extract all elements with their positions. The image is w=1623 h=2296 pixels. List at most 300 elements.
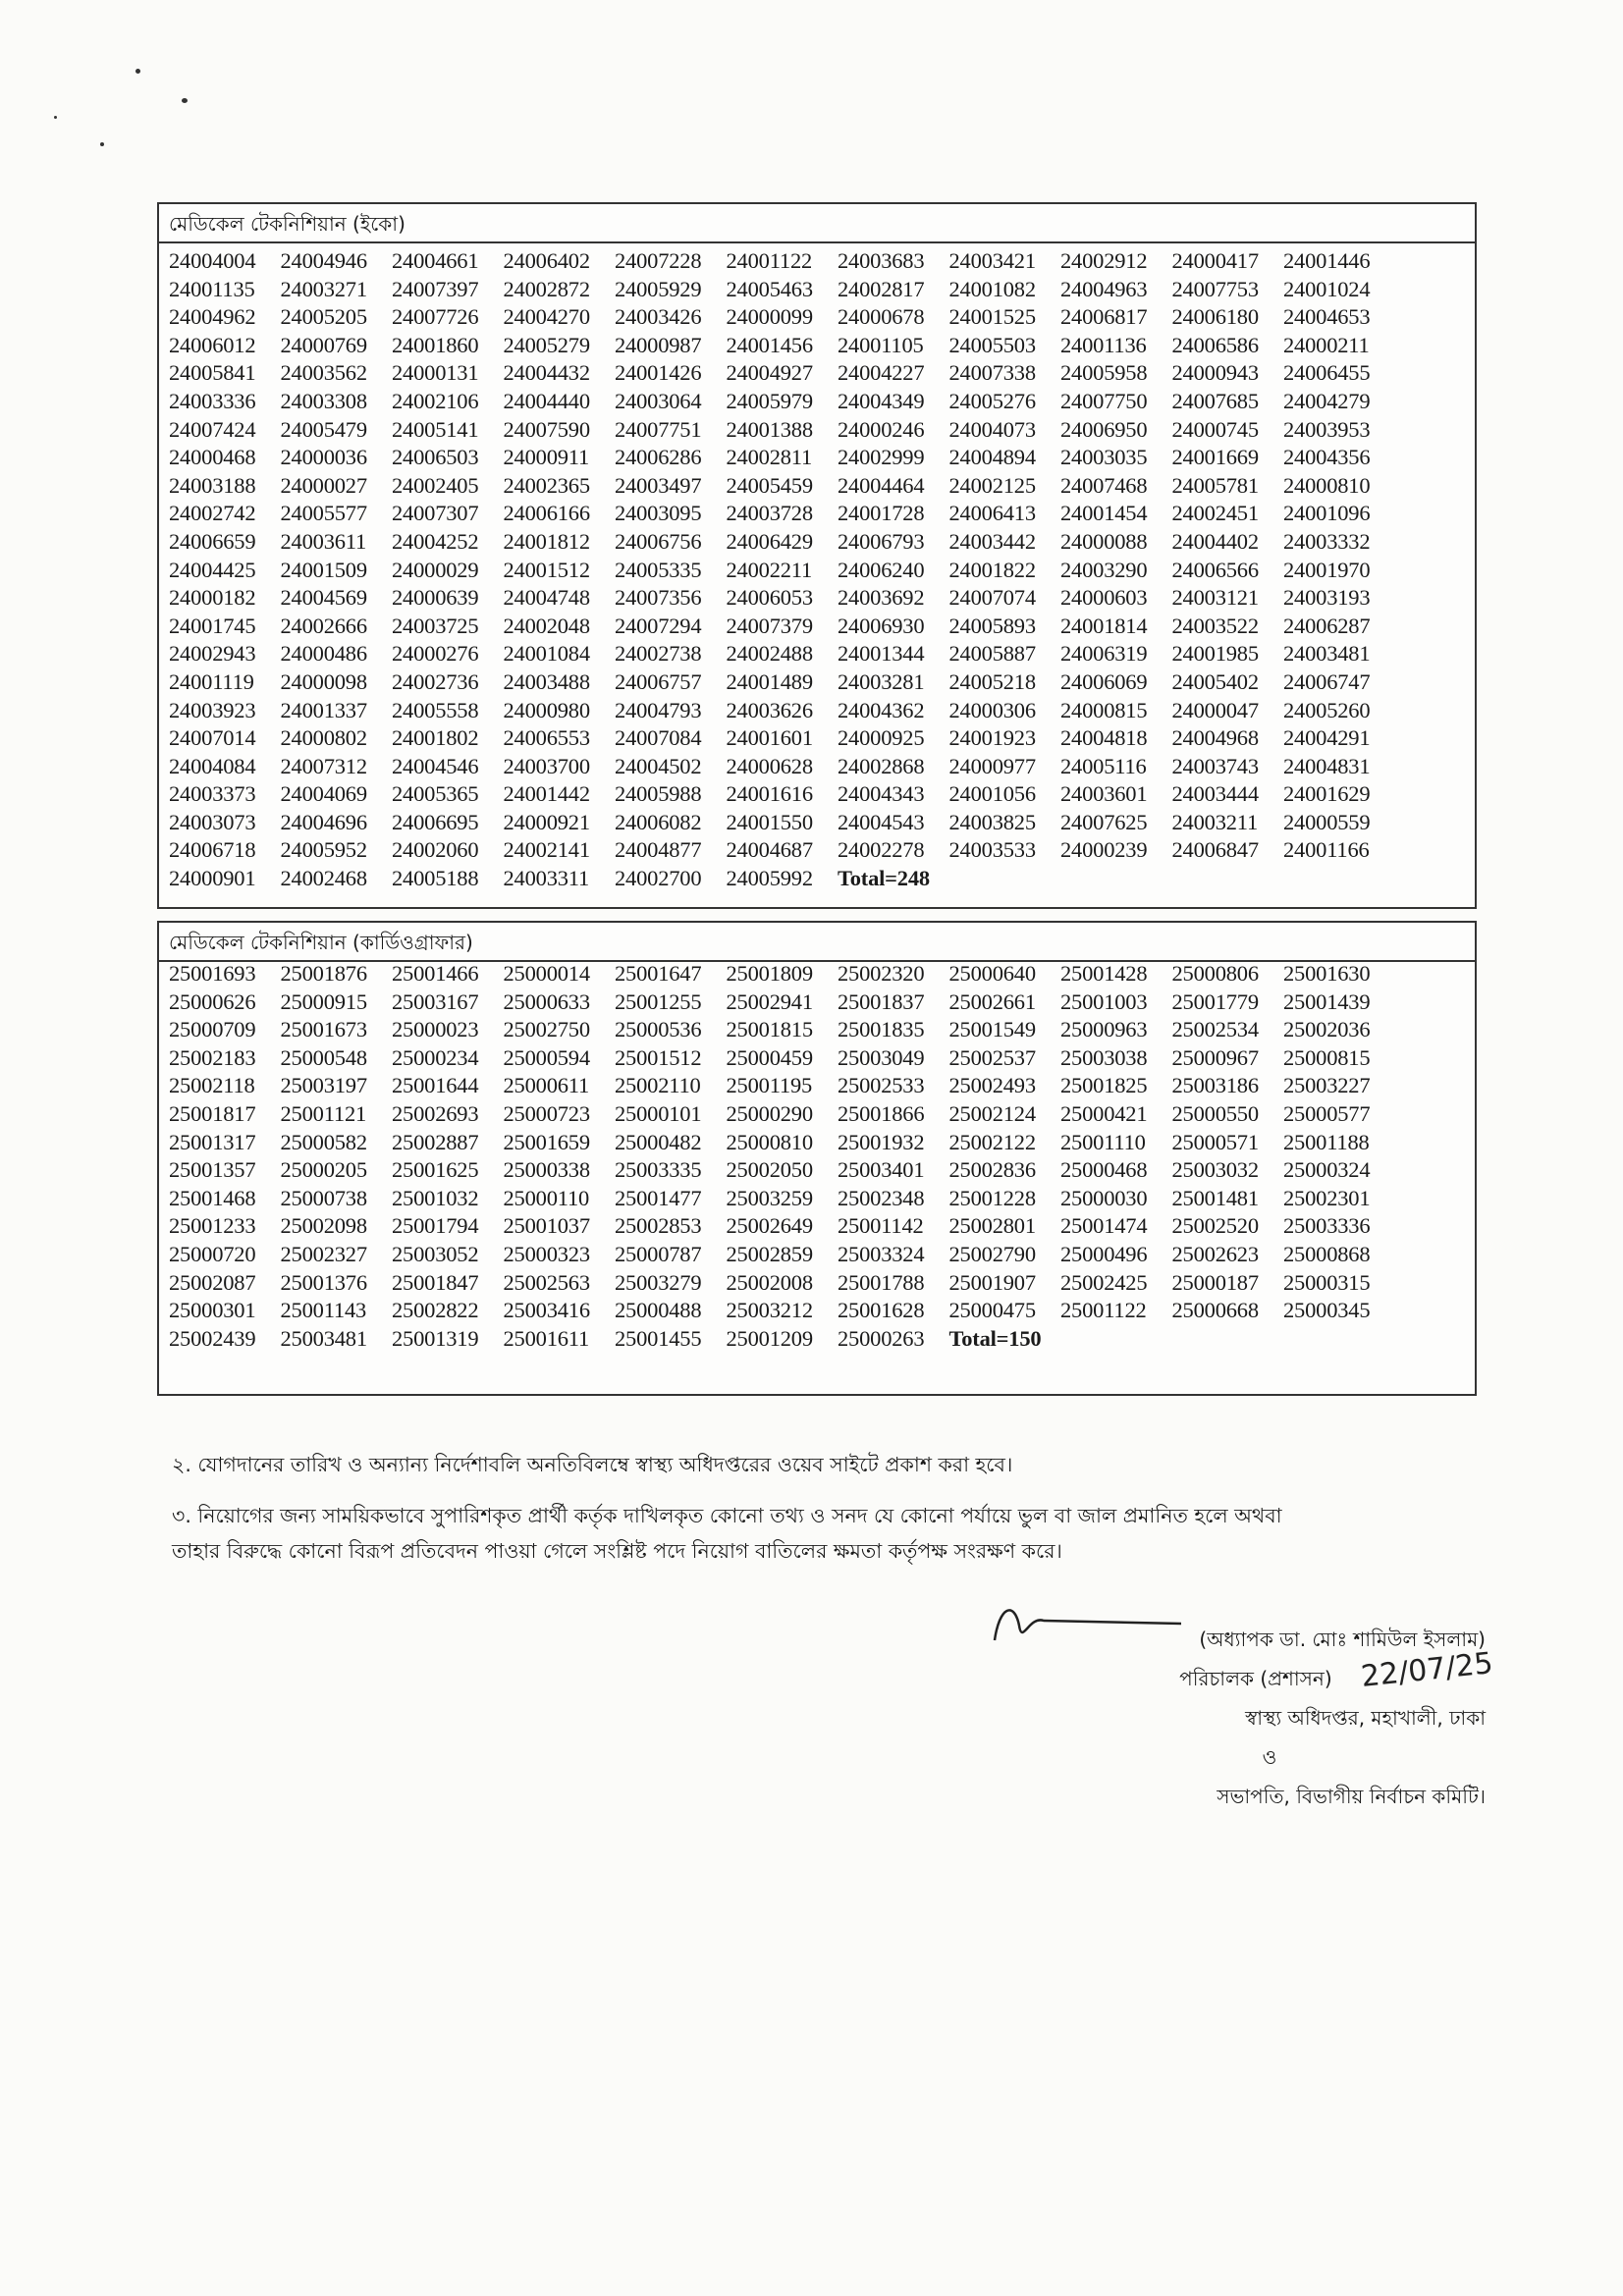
roll-number-row [169, 528, 1395, 557]
roll-number: 24002811 [726, 445, 813, 470]
roll-number: 24000276 [392, 641, 479, 667]
roll-number: 24001616 [726, 781, 813, 807]
roll-number: 25000577 [1283, 1100, 1371, 1126]
roll-number: 24003522 [1171, 613, 1259, 638]
roll-number-row [169, 1072, 1395, 1100]
roll-number: 24001442 [503, 781, 590, 807]
roll-number: 24006082 [615, 809, 702, 834]
roll-number: 25000810 [726, 1129, 813, 1154]
roll-number: 24007468 [1060, 472, 1148, 498]
roll-number: 25000582 [280, 1129, 367, 1154]
roll-number: 24007753 [1171, 276, 1259, 301]
roll-number: 24003923 [169, 697, 256, 722]
roll-number: 24005781 [1171, 472, 1259, 498]
roll-number: 24004291 [1283, 725, 1371, 751]
roll-number: 24006718 [169, 837, 256, 863]
roll-number: 24002736 [392, 668, 479, 694]
roll-number: 24006695 [392, 809, 479, 834]
roll-number: 24001601 [726, 725, 813, 751]
roll-number: 24002468 [280, 866, 367, 891]
roll-number: 24001056 [948, 781, 1036, 807]
roll-number: 25000421 [1060, 1100, 1148, 1126]
roll-number: 24005893 [948, 613, 1036, 638]
roll-number: 24005952 [280, 837, 367, 863]
roll-number: 24002868 [838, 753, 925, 778]
roll-number: 25001228 [948, 1185, 1036, 1210]
roll-number: 25003038 [1060, 1044, 1148, 1070]
roll-number: 24001728 [838, 501, 925, 526]
roll-number-row [169, 247, 1395, 276]
roll-number: 25000338 [503, 1157, 590, 1183]
roll-number: 25001003 [1060, 988, 1148, 1014]
roll-number: 24005503 [948, 332, 1036, 357]
roll-number: 24002211 [726, 557, 813, 582]
roll-number: 24002742 [169, 501, 256, 526]
roll-number: 24004356 [1283, 445, 1371, 470]
roll-number: 25001673 [280, 1017, 367, 1042]
roll-number-row [169, 500, 1395, 528]
roll-number: 24003290 [1060, 557, 1148, 582]
roll-number: 24004464 [838, 472, 925, 498]
roll-number: 25003279 [615, 1269, 702, 1295]
roll-number: 25003032 [1171, 1157, 1259, 1183]
roll-number: 24004831 [1283, 753, 1371, 778]
roll-number: 24004687 [726, 837, 813, 863]
roll-number: 24006413 [948, 501, 1036, 526]
roll-number: 24006950 [1060, 416, 1148, 442]
roll-number: 25001794 [392, 1213, 479, 1239]
roll-number: 25003212 [726, 1298, 813, 1323]
roll-number-row [169, 613, 1395, 641]
roll-number: 24003728 [726, 501, 813, 526]
roll-number: 24004818 [1060, 725, 1148, 751]
roll-number: 24005116 [1060, 753, 1147, 778]
roll-number: 25001474 [1060, 1213, 1148, 1239]
roll-number: 24000802 [280, 725, 367, 751]
total-count: Total=150 [948, 1325, 1042, 1351]
roll-number: 24003611 [280, 528, 367, 554]
roll-number: 25000459 [726, 1044, 813, 1070]
roll-number: 25000738 [280, 1185, 367, 1210]
roll-number: 25001143 [280, 1298, 367, 1323]
roll-number: 24003692 [838, 585, 925, 611]
roll-number: 24005958 [1060, 360, 1148, 386]
roll-number: 25002320 [838, 961, 925, 986]
roll-number: 25001233 [169, 1213, 256, 1239]
roll-number-row [169, 753, 1395, 781]
roll-number-row [169, 836, 1395, 865]
roll-number: 24000810 [1283, 472, 1371, 498]
roll-number: 24000239 [1060, 837, 1148, 863]
roll-number-row [169, 1269, 1395, 1298]
roll-number: 24006012 [169, 332, 256, 357]
roll-number: 25000482 [615, 1129, 702, 1154]
roll-number: 25000315 [1283, 1269, 1371, 1295]
roll-number: 25000536 [615, 1017, 702, 1042]
roll-number: 24000027 [280, 472, 367, 498]
roll-number: 24001166 [1283, 837, 1370, 863]
total-count: Total=248 [838, 866, 930, 891]
roll-number: 25002098 [280, 1213, 367, 1239]
roll-number: 24001745 [169, 613, 256, 638]
roll-number: 24006757 [615, 668, 702, 694]
roll-number: 25002439 [169, 1325, 256, 1351]
roll-number: 24000047 [1171, 697, 1259, 722]
roll-number: 24006503 [392, 445, 479, 470]
roll-number: 25001195 [726, 1073, 813, 1098]
roll-number: 25000205 [280, 1157, 367, 1183]
roll-number: 25001630 [1283, 961, 1371, 986]
roll-number: 24000417 [1171, 248, 1259, 273]
roll-number: 24002405 [392, 472, 479, 498]
roll-number: 24002999 [838, 445, 925, 470]
roll-number: 25000488 [615, 1298, 702, 1323]
roll-number: 24001802 [392, 725, 479, 751]
roll-number: 25001932 [838, 1129, 925, 1154]
roll-number: 25000967 [1171, 1044, 1259, 1070]
roll-number: 25002563 [503, 1269, 590, 1295]
roll-number: 24002738 [615, 641, 702, 667]
roll-number: 25001815 [726, 1017, 813, 1042]
roll-number: 24003073 [169, 809, 256, 834]
roll-number: 25002050 [726, 1157, 813, 1183]
roll-number: 25000030 [1060, 1185, 1148, 1210]
roll-number: 24007625 [1060, 809, 1148, 834]
roll-number: 25001549 [948, 1017, 1036, 1042]
roll-number: 24003562 [280, 360, 367, 386]
roll-number: 24006180 [1171, 304, 1259, 330]
roll-number: 24002106 [392, 388, 479, 413]
roll-number-row [169, 388, 1395, 416]
roll-number: 25000668 [1171, 1298, 1259, 1323]
roll-number: 24006240 [838, 557, 925, 582]
roll-number: 25002801 [948, 1213, 1036, 1239]
roll-number: 25003481 [280, 1325, 367, 1351]
roll-number: 24003271 [280, 276, 367, 301]
roll-number: 25003324 [838, 1241, 925, 1266]
roll-number: 24001985 [1171, 641, 1259, 667]
roll-number: 25000633 [503, 988, 590, 1014]
roll-number: 24007294 [615, 613, 702, 638]
roll-number-row [169, 1100, 1395, 1129]
roll-number: 24004069 [280, 781, 367, 807]
roll-number: 25001847 [392, 1269, 479, 1295]
roll-number: 24001388 [726, 416, 813, 442]
roll-number: 24005218 [948, 668, 1036, 694]
roll-number: 24006429 [726, 528, 813, 554]
roll-number: 24001812 [503, 528, 590, 554]
roll-number: 24001122 [726, 248, 813, 273]
roll-number: 25002008 [726, 1269, 813, 1295]
roll-number: 24007750 [1060, 388, 1148, 413]
roll-number: 24003095 [615, 501, 702, 526]
roll-number: 25000963 [1060, 1017, 1148, 1042]
roll-number: 24000486 [280, 641, 367, 667]
roll-number: 24004252 [392, 528, 479, 554]
roll-number: 25002649 [726, 1213, 813, 1239]
roll-number-row [169, 416, 1395, 445]
roll-number: 24005929 [615, 276, 702, 301]
roll-number: 24001456 [726, 332, 813, 357]
roll-number: 24006402 [503, 248, 590, 273]
roll-number: 25001376 [280, 1269, 367, 1295]
roll-number-row [169, 1044, 1395, 1073]
roll-number-row [169, 809, 1395, 837]
roll-number: 24002365 [503, 472, 590, 498]
roll-number: 25000720 [169, 1241, 256, 1266]
roll-number: 25000290 [726, 1100, 813, 1126]
roll-number: 25001907 [948, 1269, 1036, 1295]
roll-number: 24001024 [1283, 276, 1371, 301]
roll-number: 24003444 [1171, 781, 1259, 807]
roll-number: 24006455 [1283, 360, 1371, 386]
roll-number: 24005992 [726, 866, 813, 891]
roll-number: 24004894 [948, 445, 1036, 470]
roll-number: 25001255 [615, 988, 702, 1014]
roll-number: 25000234 [392, 1044, 479, 1070]
roll-number: 24005279 [503, 332, 590, 357]
roll-number: 24001550 [726, 809, 813, 834]
roll-number: 24005402 [1171, 668, 1259, 694]
roll-number: 25002122 [948, 1129, 1036, 1154]
notice-item-2: ২. যোগদানের তারিখ ও অন্যান্য নির্দেশাবলি অনতিবিলম্বে স্বাস্থ্য অধিদপ্তরের ওয়েব সাইটে প্রকাশ করা হবে। [172, 1453, 1013, 1476]
roll-number: 25001439 [1283, 988, 1371, 1014]
roll-number: 24000182 [169, 585, 256, 611]
roll-number: 25001032 [392, 1185, 479, 1210]
roll-number: 25000023 [392, 1017, 479, 1042]
roll-number: 24004502 [615, 753, 702, 778]
roll-number: 24005459 [726, 472, 813, 498]
roll-number: 24004748 [503, 585, 590, 611]
roll-number: 24007379 [726, 613, 813, 638]
roll-number-row [169, 724, 1395, 753]
roll-number: 25000640 [948, 961, 1036, 986]
roll-number: 25001317 [169, 1129, 256, 1154]
roll-number: 24005141 [392, 416, 479, 442]
roll-number: 25000709 [169, 1017, 256, 1042]
roll-number: 25001428 [1060, 961, 1148, 986]
roll-number: 24000098 [280, 668, 367, 694]
roll-number: 25000014 [503, 961, 590, 986]
roll-number: 24000628 [726, 753, 813, 778]
roll-number-row [169, 1325, 1395, 1354]
roll-number: 24004962 [169, 304, 256, 330]
roll-number: 24003533 [948, 837, 1036, 863]
roll-number: 25000723 [503, 1100, 590, 1126]
roll-number-row [169, 303, 1395, 332]
roll-number: 25001319 [392, 1325, 479, 1351]
roll-number: 24001337 [280, 697, 367, 722]
section-echo [157, 202, 1477, 909]
roll-number: 24000131 [392, 360, 479, 386]
roll-number: 25000571 [1171, 1129, 1259, 1154]
roll-number-row [169, 780, 1395, 809]
roll-number-row [169, 1185, 1395, 1213]
roll-number: 25003227 [1283, 1073, 1371, 1098]
roll-number: 24004004 [169, 248, 256, 273]
roll-number: 24003626 [726, 697, 813, 722]
roll-number: 24004270 [503, 304, 590, 330]
roll-number: 24001512 [503, 557, 590, 582]
roll-number: 25002941 [726, 988, 813, 1014]
roll-number: 24006553 [503, 725, 590, 751]
roll-number: 24004279 [1283, 388, 1371, 413]
roll-number-row [169, 472, 1395, 501]
roll-number: 24001136 [1060, 332, 1147, 357]
roll-number: 24007726 [392, 304, 479, 330]
roll-number: 24004432 [503, 360, 590, 386]
roll-number: 24005988 [615, 781, 702, 807]
roll-number: 24004227 [838, 360, 925, 386]
roll-number: 24001860 [392, 332, 479, 357]
roll-number: 25001477 [615, 1185, 702, 1210]
roll-number: 24002912 [1060, 248, 1148, 273]
roll-number: 24004425 [169, 557, 256, 582]
roll-number-row [169, 1129, 1395, 1157]
roll-number: 24005188 [392, 866, 479, 891]
roll-number: 24004877 [615, 837, 702, 863]
signatory-office: স্বাস্থ্য অধিদপ্তর, মহাখালী, ঢাকা [1245, 1706, 1486, 1730]
roll-number: 25001644 [392, 1073, 479, 1098]
roll-number: 25003336 [1283, 1213, 1371, 1239]
roll-number: 25003259 [726, 1185, 813, 1210]
roll-number: 24005479 [280, 416, 367, 442]
roll-number: 24001509 [280, 557, 367, 582]
roll-number: 24004402 [1171, 528, 1259, 554]
roll-number: 24001970 [1283, 557, 1371, 582]
roll-number: 24004793 [615, 697, 702, 722]
roll-number: 25001188 [1283, 1129, 1370, 1154]
scan-speck [100, 142, 104, 146]
roll-number: 25001481 [1171, 1185, 1259, 1210]
roll-number: 24000769 [280, 332, 367, 357]
roll-number: 25001825 [1060, 1073, 1148, 1098]
roll-number: 24000925 [838, 725, 925, 751]
roll-number: 24003481 [1283, 641, 1371, 667]
roll-number: 24006566 [1171, 557, 1259, 582]
roll-number: 25000787 [615, 1241, 702, 1266]
roll-number: 24006319 [1060, 641, 1148, 667]
roll-number: 25002493 [948, 1073, 1036, 1098]
roll-number: 24006286 [615, 445, 702, 470]
roll-number: 24000306 [948, 697, 1036, 722]
roll-number: 25000815 [1283, 1044, 1371, 1070]
roll-number: 24007014 [169, 725, 256, 751]
roll-number: 24004543 [838, 809, 925, 834]
roll-number: 24004963 [1060, 276, 1148, 301]
roll-number: 24002700 [615, 866, 702, 891]
roll-number: 24006166 [503, 501, 590, 526]
roll-number-row [169, 276, 1395, 304]
roll-number: 24004946 [280, 248, 367, 273]
roll-number: 24007590 [503, 416, 590, 442]
roll-number: 24005887 [948, 641, 1036, 667]
roll-number: 25002623 [1171, 1241, 1259, 1266]
notice-item-3-line-2: তাহার বিরুদ্ধে কোনো বিরূপ প্রতিবেদন পাওয়া গেলে সংশ্লিষ্ট পদে নিয়োগ বাতিলের ক্ষমতা কর্তৃপক্ষ সংরক্ষণ করে। [172, 1539, 1062, 1563]
roll-number: 24007751 [615, 416, 702, 442]
roll-number: 24000211 [1283, 332, 1370, 357]
roll-number: 24003488 [503, 668, 590, 694]
roll-number: 25001625 [392, 1157, 479, 1183]
roll-number: 24004362 [838, 697, 925, 722]
roll-number: 25001037 [503, 1213, 590, 1239]
roll-number-row [169, 444, 1395, 472]
roll-number: 24000977 [948, 753, 1036, 778]
roll-number: 24007397 [392, 276, 479, 301]
roll-number: 24003308 [280, 388, 367, 413]
roll-number: 24007307 [392, 501, 479, 526]
section-header: মেডিকেল টেকনিশিয়ান (ইকো) [159, 204, 1475, 243]
roll-number: 25002790 [948, 1241, 1036, 1266]
roll-number: 25003186 [1171, 1073, 1259, 1098]
roll-number: 25002853 [615, 1213, 702, 1239]
roll-number: 24000987 [615, 332, 702, 357]
designation-text: পরিচালক (প্রশাসন) [1179, 1667, 1332, 1690]
roll-number: 24007685 [1171, 388, 1259, 413]
roll-number: 24001084 [503, 641, 590, 667]
roll-number: 25002348 [838, 1185, 925, 1210]
roll-number: 24003953 [1283, 416, 1371, 442]
signature-block [936, 1620, 1495, 1816]
roll-number: 24005577 [280, 501, 367, 526]
roll-number: 25002118 [169, 1073, 255, 1098]
roll-number-row [169, 1016, 1395, 1044]
roll-number: 25003167 [392, 988, 479, 1014]
roll-number: 24004343 [838, 781, 925, 807]
roll-number: 25000868 [1283, 1241, 1371, 1266]
roll-number: 25001647 [615, 961, 702, 986]
roll-number: 25001110 [1060, 1129, 1146, 1154]
roll-number: 24005463 [726, 276, 813, 301]
roll-number: 24003743 [1171, 753, 1259, 778]
notice-item-3 [172, 1498, 1507, 1569]
roll-number: 24005260 [1283, 697, 1371, 722]
roll-number: 24003442 [948, 528, 1036, 554]
roll-number: 25002301 [1283, 1185, 1371, 1210]
roll-number: 25000496 [1060, 1241, 1148, 1266]
roll-number: 24006287 [1283, 613, 1371, 638]
roll-number: 24001454 [1060, 501, 1148, 526]
roll-number: 24002488 [726, 641, 813, 667]
roll-number: 25003335 [615, 1157, 702, 1183]
roll-number: 24001669 [1171, 445, 1259, 470]
roll-number: 25000915 [280, 988, 367, 1014]
roll-number: 24003035 [1060, 445, 1148, 470]
roll-number: 24001426 [615, 360, 702, 386]
roll-number-row [169, 697, 1395, 725]
roll-number: 24002125 [948, 472, 1036, 498]
roll-number: 25001468 [169, 1185, 256, 1210]
roll-number: 24000088 [1060, 528, 1148, 554]
roll-number: 25002534 [1171, 1017, 1259, 1042]
roll-number: 24007356 [615, 585, 702, 611]
roll-number: 25000806 [1171, 961, 1259, 986]
roll-number: 24000980 [503, 697, 590, 722]
roll-number-row [169, 960, 1395, 988]
roll-number: 25000187 [1171, 1269, 1259, 1295]
roll-number: 24000468 [169, 445, 256, 470]
roll-number: 25001209 [726, 1325, 813, 1351]
roll-number: 25002859 [726, 1241, 813, 1266]
roll-number: 24002060 [392, 837, 479, 863]
roll-number: 24000943 [1171, 360, 1259, 386]
roll-number: 24004440 [503, 388, 590, 413]
roll-number: 25000323 [503, 1241, 590, 1266]
roll-number: 25000345 [1283, 1298, 1371, 1323]
roll-number: 24003421 [948, 248, 1036, 273]
roll-number: 25002110 [615, 1073, 701, 1098]
roll-number: 24002943 [169, 641, 256, 667]
